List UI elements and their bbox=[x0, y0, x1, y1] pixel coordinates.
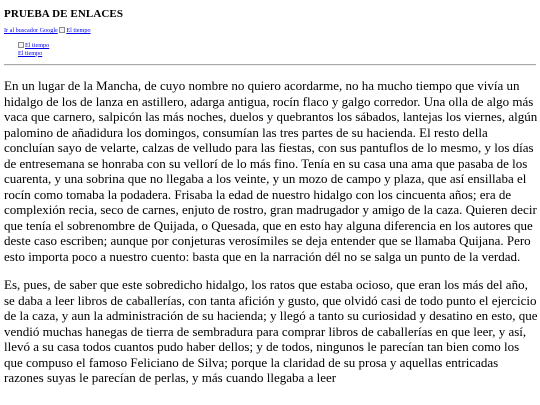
horizontal-rule bbox=[4, 64, 536, 66]
paragraph: Es, pues, de saber que este sobredicho hidalgo, los ratos que estaba ocioso, que eran los más del año, se daba a leer libros de caballerías, con tanta afición y gusto, que olvidó casi de todo punto el ejercicio de la caza, y aun la administración de su hacienda; y llegó a tanto su curiosidad y desatino en esto, que vendió muchas hanegas de tierra de sembradura para comprar libros de caballerías en que leer, y así, llevó a su casa todos cuantos pudo haber dellos; y de todos, ningunos le parecían tan bien como los que compuso el famoso Feliciano de Silva; porque la claridad de su prosa y aquellas entricadas razones suyas le parecían de perlas, y más cuando llegaba a leer bbox=[4, 277, 538, 385]
broken-image-icon bbox=[18, 42, 24, 48]
google-search-link[interactable]: Ir al buscador Google bbox=[4, 27, 58, 34]
page-title: PRUEBA DE ENLACES bbox=[4, 8, 124, 20]
weather-link-box-1-label: El tiempo bbox=[25, 42, 50, 49]
main-content bbox=[4, 78, 538, 399]
weather-link-box-2[interactable]: El tiempo bbox=[18, 49, 43, 57]
paragraph: En un lugar de la Mancha, de cuyo nombre no quiero acordarme, no ha mucho tiempo que vivía un hidalgo de los de lanza en astillero, adarga antigua, rocín flaco y galgo corredor. Una olla de algo más vaca que carnero, salpicón las más noches, duelos y quebrantos los sábados, lantejas los viernes, algún palomino de añadidura los domingos, consumían las tres partes de su hacienda. El resto della concluían sayo de velarte, calzas de velludo para las fiestas, con sus pantuflos de lo mesmo, y los días de entresemana se honraba con su vellorí de lo más fino. Tenía en su casa una ama que pasaba de los cuarenta, y una sobrina que no llegaba a los veinte, y un mozo de campo y plaza, que así ensillaba el rocín como tomaba la podadera. Frisaba la edad de nuestro hidalgo con los cincuenta años; era de complexión recia, seco de carnes, enjuto de rostro, gran madrugador y amigo de la caza. Quieren decir que tenía el sobrenombre de Quijada, o Quesada, que en esto hay alguna diferencia en los autores que deste caso escriben; aunque por conjeturas verosímiles se deja entender que se llamaba Quijana. Pero esto importa poco a nuestro cuento: basta que en la narración dél no se salga un punto de la verdad. bbox=[4, 78, 538, 264]
broken-image-icon bbox=[59, 27, 65, 33]
weather-link-top[interactable] bbox=[59, 27, 90, 34]
top-links-bar bbox=[4, 27, 91, 35]
weather-link-top-label: El tiempo bbox=[66, 27, 91, 34]
weather-links-box bbox=[18, 42, 49, 57]
weather-link-box-1[interactable] bbox=[18, 42, 49, 50]
